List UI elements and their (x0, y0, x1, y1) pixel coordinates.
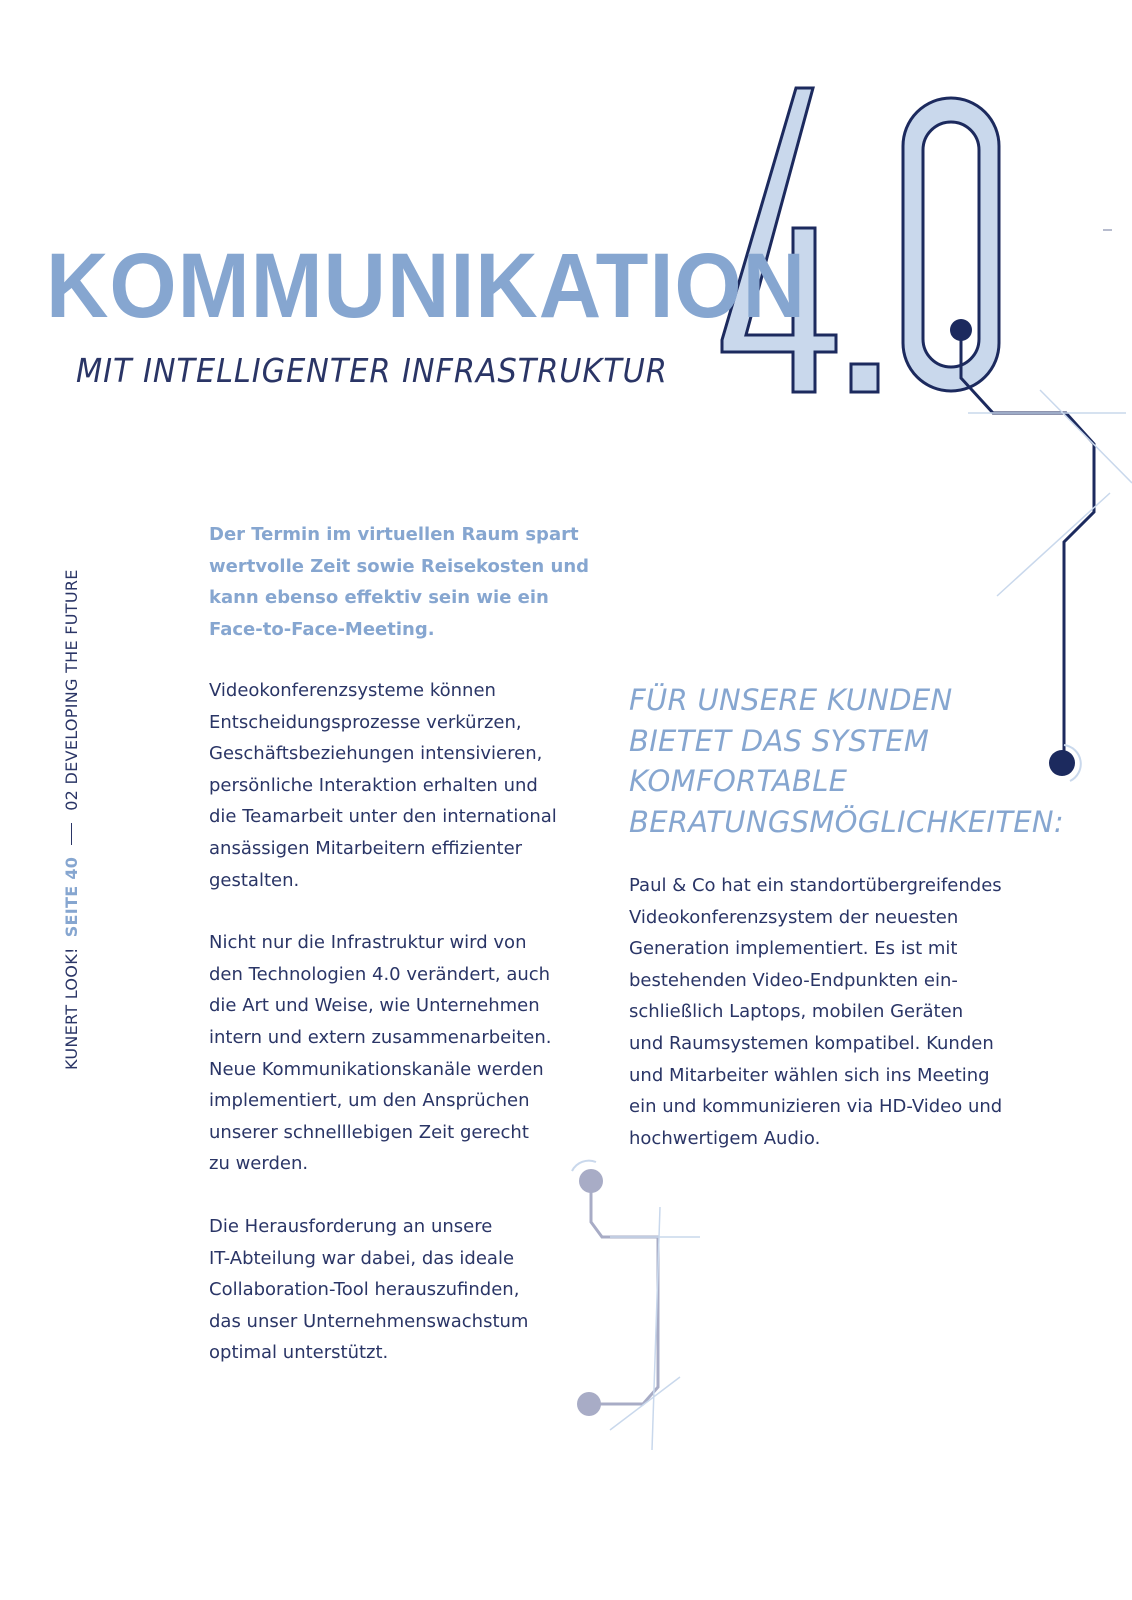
right-column (629, 680, 1079, 1185)
text-line: gestalten. (209, 869, 300, 891)
circuit-node-icon (577, 1392, 601, 1416)
body-paragraph (209, 927, 564, 1180)
circuit-sparkle-line (997, 493, 1110, 596)
separator-rule (71, 823, 73, 845)
text-line: optimal unterstützt. (209, 1342, 389, 1364)
running-footer (62, 569, 81, 1070)
body-paragraph (209, 675, 564, 896)
text-line: KOMFORTABLE (629, 764, 848, 798)
text-line: Face-to-Face-Meeting. (209, 618, 435, 640)
pull-quote (629, 680, 1079, 842)
lead-paragraph (209, 519, 590, 645)
text-line: Geschäftsbeziehungen intensivieren, (209, 743, 543, 765)
text-line: BIETET DAS SYSTEM (629, 723, 930, 758)
text-line: wertvolle Zeit sowie Reisekosten und (209, 555, 590, 577)
text-line: unserer schnelllebigen Zeit gerecht (209, 1121, 529, 1143)
page-title: KOMMUNIKATION (46, 235, 807, 337)
text-line: hochwertigem Audio. (629, 1127, 821, 1149)
left-column (209, 519, 590, 1400)
text-line: ansässigen Mitarbeitern effizienter (209, 837, 523, 859)
text-line: Neue Kommunikationskanäle werden (209, 1058, 544, 1080)
text-line: intern und extern zusammenarbeiten. (209, 1026, 552, 1048)
text-line: kann ebenso effektiv sein wie ein (209, 587, 549, 608)
numeral-dot-glyph (851, 364, 878, 392)
text-line: bestehenden Video-Endpunkten ein- (629, 969, 958, 991)
text-line: Videokonferenzsysteme können (209, 680, 496, 701)
text-line: zu werden. (209, 1153, 309, 1175)
text-line: Videokonferenzsystem der neuesten (629, 906, 959, 928)
text-line: die Art und Weise, wie Unternehmen (209, 995, 540, 1017)
page-subtitle: MIT INTELLIGENTER INFRASTRUKTUR (76, 351, 668, 390)
text-line: Generation implementiert. Es ist mit (629, 938, 958, 960)
magazine-name: KUNERT LOOK! (62, 947, 81, 1070)
text-line: die Teamarbeit unter den international (209, 806, 557, 828)
text-line: Die Herausforderung an unsere (209, 1215, 493, 1237)
text-line: Collaboration-Tool herauszufinden, (209, 1279, 520, 1301)
text-line: FÜR UNSERE KUNDEN (629, 683, 953, 717)
text-line: persönliche Interaktion erhalten und (209, 774, 538, 796)
text-line: den Technologien 4.0 verändert, auch (209, 963, 551, 985)
body-paragraph (209, 1211, 564, 1369)
text-line: Nicht nur die Infrastruktur wird von (209, 932, 527, 954)
text-line: Paul & Co hat ein standortübergreifendes (629, 875, 1002, 896)
text-line: das unser Unternehmenswachstum (209, 1310, 529, 1332)
text-line: Entscheidungsprozesse verkürzen, (209, 711, 522, 733)
text-line: IT-Abteilung war dabei, das ideale (209, 1247, 515, 1269)
page-number: SEITE 40 (62, 856, 81, 938)
chapter-title: 02 DEVELOPING THE FUTURE (62, 569, 81, 811)
text-line: implementiert, um den Ansprüchen (209, 1090, 530, 1112)
text-line: Der Termin im virtuellen Raum spart (209, 524, 579, 545)
text-line: BERATUNGSMÖGLICHKEITEN: (629, 804, 1064, 839)
circuit-line (591, 1181, 658, 1404)
numeral-zero-glyph (903, 98, 999, 391)
text-line: und Mitarbeiter wählen sich ins Meeting (629, 1064, 990, 1086)
text-line: schließlich Laptops, mobilen Geräten (629, 1001, 964, 1023)
text-line: und Raumsystemen kompatibel. Kunden (629, 1032, 994, 1054)
body-paragraph (629, 870, 1079, 1154)
text-line: ein und kommunizieren via HD-Video und (629, 1096, 1003, 1118)
circuit-sparkle-line (1040, 390, 1132, 483)
